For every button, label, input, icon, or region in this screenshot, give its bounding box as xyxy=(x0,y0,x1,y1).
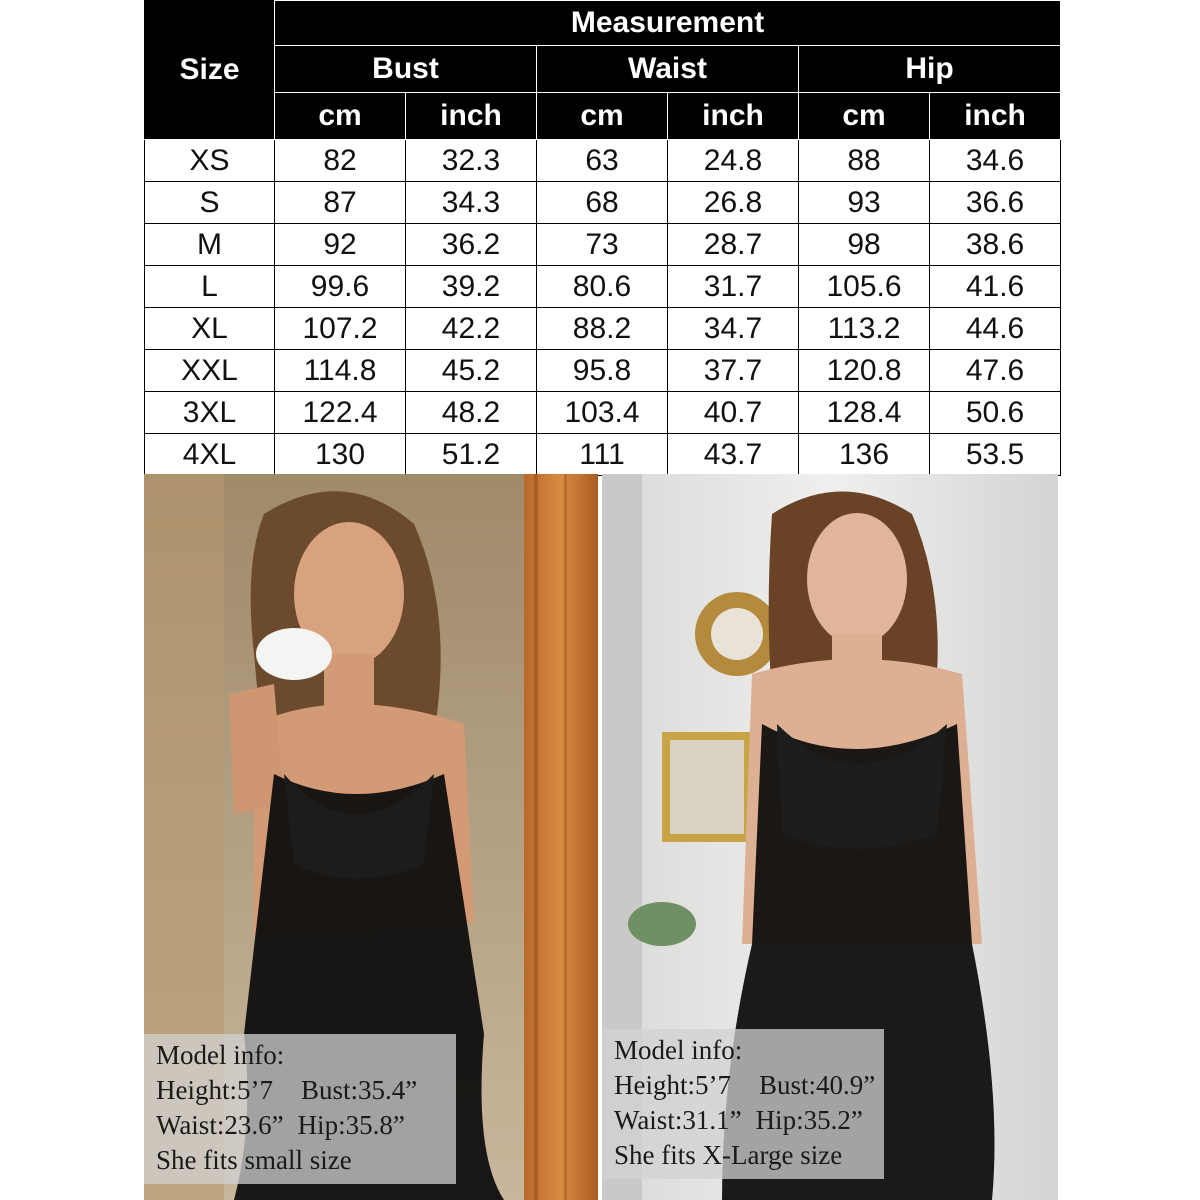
size-cell: XL xyxy=(145,308,275,350)
measurement-cell: 128.4 xyxy=(799,392,930,434)
right-model-info-box xyxy=(602,1029,884,1179)
measurement-cell: 80.6 xyxy=(537,266,668,308)
measurement-cell: 48.2 xyxy=(406,392,537,434)
measurement-cell: 136 xyxy=(799,434,930,476)
size-cell: S xyxy=(145,182,275,224)
model-hip: Hip:35.2” xyxy=(755,1105,863,1135)
waist-header: Waist xyxy=(537,46,799,93)
model-hip: Hip:35.8” xyxy=(297,1110,405,1140)
measurement-cell: 130 xyxy=(275,434,406,476)
size-column-header: Size xyxy=(145,1,275,140)
size-chart-table xyxy=(144,0,1061,476)
size-row xyxy=(145,266,1061,308)
measurement-cell: 34.7 xyxy=(668,308,799,350)
measurement-cell: 50.6 xyxy=(930,392,1061,434)
measurement-cell: 105.6 xyxy=(799,266,930,308)
model-height-bust xyxy=(156,1073,446,1108)
measurement-cell: 42.2 xyxy=(406,308,537,350)
measurement-cell: 40.7 xyxy=(668,392,799,434)
measurement-cell: 45.2 xyxy=(406,350,537,392)
model-waist-hip xyxy=(614,1103,874,1138)
size-cell: L xyxy=(145,266,275,308)
size-row xyxy=(145,182,1061,224)
unit-header: cm xyxy=(799,93,930,140)
model-fit: She fits small size xyxy=(156,1145,352,1175)
unit-header: inch xyxy=(406,93,537,140)
model-height: Height:5’7 xyxy=(614,1070,731,1100)
measurement-cell: 82 xyxy=(275,140,406,182)
measurement-cell: 39.2 xyxy=(406,266,537,308)
measurement-cell: 113.2 xyxy=(799,308,930,350)
measurement-cell: 24.8 xyxy=(668,140,799,182)
measurement-cell: 63 xyxy=(537,140,668,182)
model-height: Height:5’7 xyxy=(156,1075,273,1105)
size-row xyxy=(145,308,1061,350)
model-fit: She fits X-Large size xyxy=(614,1140,843,1170)
left-model-info-box xyxy=(144,1034,456,1184)
measurement-cell: 120.8 xyxy=(799,350,930,392)
measurement-cell: 34.6 xyxy=(930,140,1061,182)
size-cell: XXL xyxy=(145,350,275,392)
measurement-cell: 26.8 xyxy=(668,182,799,224)
model-bust: Bust:35.4” xyxy=(300,1075,418,1105)
measurement-cell: 28.7 xyxy=(668,224,799,266)
measurement-cell: 122.4 xyxy=(275,392,406,434)
model-waist-hip xyxy=(156,1108,446,1143)
size-row xyxy=(145,350,1061,392)
measurement-cell: 98 xyxy=(799,224,930,266)
measurement-cell: 114.8 xyxy=(275,350,406,392)
unit-header: cm xyxy=(537,93,668,140)
measurement-cell: 34.3 xyxy=(406,182,537,224)
measurement-cell: 36.6 xyxy=(930,182,1061,224)
measurement-cell: 107.2 xyxy=(275,308,406,350)
measurement-cell: 43.7 xyxy=(668,434,799,476)
size-row xyxy=(145,140,1061,182)
measurement-cell: 88 xyxy=(799,140,930,182)
measurement-cell: 51.2 xyxy=(406,434,537,476)
measurement-cell: 111 xyxy=(537,434,668,476)
measurement-cell: 92 xyxy=(275,224,406,266)
left-model-photo xyxy=(144,474,598,1200)
measurement-cell: 31.7 xyxy=(668,266,799,308)
unit-header: cm xyxy=(275,93,406,140)
unit-header: inch xyxy=(930,93,1061,140)
size-row xyxy=(145,392,1061,434)
model-waist: Waist:31.1” xyxy=(614,1105,742,1135)
size-cell: XS xyxy=(145,140,275,182)
measurement-cell: 87 xyxy=(275,182,406,224)
model-height-bust xyxy=(614,1068,874,1103)
measurement-cell: 37.7 xyxy=(668,350,799,392)
model-info-title: Model info: xyxy=(614,1035,743,1065)
size-cell: 4XL xyxy=(145,434,275,476)
measurement-cell: 93 xyxy=(799,182,930,224)
measurement-cell: 32.3 xyxy=(406,140,537,182)
hip-header: Hip xyxy=(799,46,1061,93)
measurement-cell: 47.6 xyxy=(930,350,1061,392)
measurement-cell: 99.6 xyxy=(275,266,406,308)
measurement-cell: 38.6 xyxy=(930,224,1061,266)
model-waist: Waist:23.6” xyxy=(156,1110,284,1140)
model-bust: Bust:40.9” xyxy=(758,1070,876,1100)
model-info-title: Model info: xyxy=(156,1040,285,1070)
size-row xyxy=(145,434,1061,476)
measurement-cell: 36.2 xyxy=(406,224,537,266)
size-cell: M xyxy=(145,224,275,266)
measurement-cell: 53.5 xyxy=(930,434,1061,476)
measurement-cell: 44.6 xyxy=(930,308,1061,350)
measurement-cell: 41.6 xyxy=(930,266,1061,308)
measurement-cell: 103.4 xyxy=(537,392,668,434)
size-table-body xyxy=(145,140,1061,476)
measurement-header: Measurement xyxy=(275,1,1061,46)
bust-header: Bust xyxy=(275,46,537,93)
measurement-cell: 88.2 xyxy=(537,308,668,350)
right-model-photo xyxy=(602,474,1058,1200)
size-cell: 3XL xyxy=(145,392,275,434)
size-row xyxy=(145,224,1061,266)
measurement-cell: 68 xyxy=(537,182,668,224)
measurement-cell: 73 xyxy=(537,224,668,266)
unit-header: inch xyxy=(668,93,799,140)
measurement-cell: 95.8 xyxy=(537,350,668,392)
